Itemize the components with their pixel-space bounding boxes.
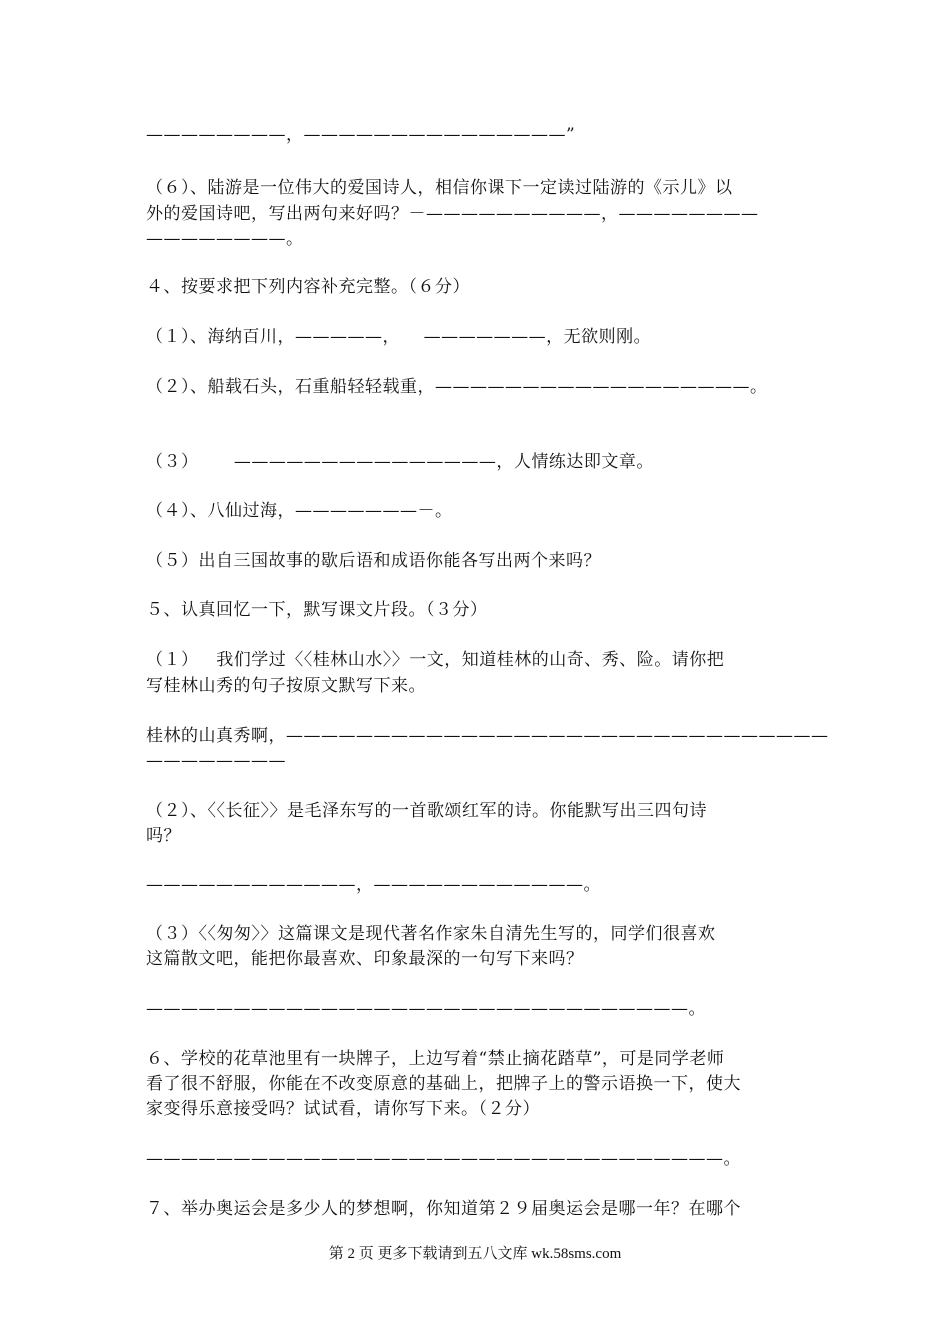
q5-1-line2: 写桂林山秀的句子按原文默写下来。 [146,676,426,696]
q3-5-answer-line: ————————，———————————————” [146,125,576,145]
q5-2-line1: （２）、〈〈长征〉〉是毛泽东写的一首歌颂红军的诗。你能默写出三四句诗 [146,801,707,821]
q3-6-answer-line: ————————。 [146,229,304,249]
q5-1-answer-line1: 桂林的山真秀啊，——————————————————————————————— [146,726,829,746]
page-footer: 第 2 页 更多下载请到五八文库 wk.58sms.com [328,1246,622,1262]
q7-line1: ７、举办奥运会是多少人的梦想啊，你知道第２９届奥运会是哪一年？在哪个 [146,1199,741,1219]
q4-2: （２）、船载石头，石重船轻轻载重，——————————————————。 [146,377,768,397]
q3-6-question-line2: 外的爱国诗吧，写出两句来好吗？－——————————，———————— [146,204,759,224]
q4-heading: ４、按要求把下列内容补充完整。（６分） [146,277,470,297]
q4-1: （１）、海纳百川，—————， ———————，无欲则刚。 [146,327,652,347]
q5-heading: ５、认真回忆一下，默写课文片段。（３分） [146,600,488,620]
q6-line3: 家变得乐意接受吗？试试看，请你写下来。（２分） [146,1099,540,1119]
q3-6-question-line1: （６）、陆游是一位伟大的爱国诗人，相信你课下一定读过陆游的《示儿》以 [146,178,733,198]
q5-1-line1: （１） 我们学过〈〈桂林山水〉〉一文，知道桂林的山奇、秀、险。请你把 [146,650,725,670]
q4-4: （４）、八仙过海，———————－。 [146,501,453,521]
q5-2-answer-line: ————————————，————————————。 [146,875,601,895]
q6-answer-line: —————————————————————————————————。 [146,1149,741,1169]
q5-3-line1: （３）〈〈匆匆〉〉这篇课文是现代著名作家朱自清先生写的，同学们很喜欢 [146,924,716,944]
q5-2-line2: 吗？ [146,826,181,846]
q5-1-answer-line2: ———————— [146,751,286,771]
q6-line2: 看了很不舒服，你能在不改变原意的基础上，把牌子上的警示语换一下，使大 [146,1074,741,1094]
q5-3-line2: 这篇散文吧，能把你最喜欢、印象最深的一句写下来吗？ [146,949,584,969]
q4-3: （３） ———————————————，人情练达即文章。 [146,452,654,472]
q6-line1: ６、学校的花草池里有一块牌子，上边写着“禁止摘花踏草”，可是同学老师 [146,1049,725,1069]
q5-3-answer-line: ———————————————————————————————。 [146,999,706,1019]
q4-5: （５）出自三国故事的歇后语和成语你能各写出两个来吗？ [146,551,601,571]
